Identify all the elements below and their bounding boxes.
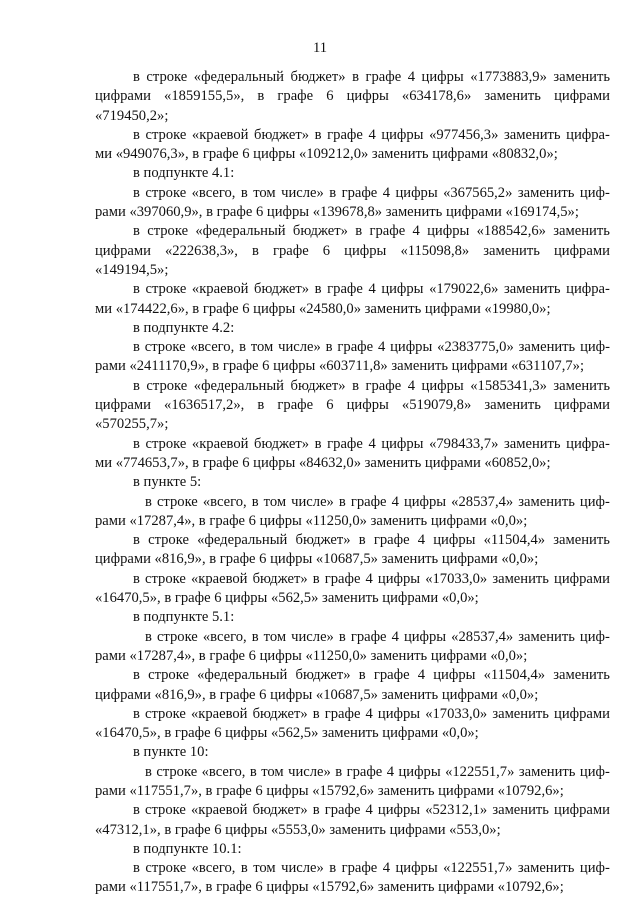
text-line: рами «117551,7», в графе 6 цифры «15792,6» заменить цифрами «10792,6»; [95,879,564,896]
section-heading-line: в пункте 5: [133,474,202,491]
text-line: в строке «всего, в том числе» в графе 4 цифры «28537,4» заменить циф- [145,493,610,510]
text-line: «16470,5», в графе 6 цифры «562,5» заменить цифрами «0,0»; [95,590,479,607]
text-line: в строке «краевой бюджет» в графе 4 цифры «179022,6» заменить цифра- [133,281,610,298]
text-line: «16470,5», в графе 6 цифры «562,5» заменить цифрами «0,0»; [95,725,479,742]
text-line: в строке «федеральный бюджет» в графе 4 цифры «1773883,9» заменить [133,69,610,85]
document-body [95,68,610,898]
text-line: ми «949076,3», в графе 6 цифры «109212,0» заменить цифрами «80832,0»; [95,146,558,163]
section-heading-line: в подпункте 10.1: [133,840,242,857]
text-line: в строке «федеральный бюджет» в графе 4 цифры «11504,4» заменить [133,532,610,549]
text-line: в строке «краевой бюджет» в графе 4 цифры «17033,0» заменить цифрами [133,570,610,587]
text-line: в строке «всего, в том числе» в графе 4 цифры «2383775,0» заменить циф- [133,339,610,356]
text-line: цифрами «816,9», в графе 6 цифры «10687,5» заменить цифрами «0,0»; [95,551,539,568]
text-line: рами «2411170,9», в графе 6 цифры «603711,8» заменить цифрами «631107,7»; [95,358,585,375]
text-line: в строке «федеральный бюджет» в графе 4 цифры «188542,6» заменить [133,223,610,240]
text-line: «47312,1», в графе 6 цифры «5553,0» заменить цифрами «553,0»; [95,821,501,838]
text-line: в строке «краевой бюджет» в графе 4 цифры «798433,7» заменить цифра- [133,435,610,452]
text-line: цифрами «1636517,2», в графе 6 цифры «519079,8» заменить цифрами [95,397,610,414]
section-heading-line: в подпункте 4.2: [133,319,235,336]
text-line: «719450,2»; [95,107,169,124]
text-line: цифрами «222638,3», в графе 6 цифры «115098,8» заменить цифрами [95,242,610,259]
section-heading-line: в подпункте 5.1: [133,609,235,626]
page-number: 11 [312,40,328,56]
section-heading-line: в подпункте 4.1: [133,165,235,182]
text-line: цифрами «816,9», в графе 6 цифры «10687,5» заменить цифрами «0,0»; [95,686,539,703]
section-heading-line: в пункте 10: [133,744,209,761]
text-line: в строке «краевой бюджет» в графе 4 цифры «52312,1» заменить цифрами [133,802,610,819]
text-line: ми «174422,6», в графе 6 цифры «24580,0» заменить цифрами «19980,0»; [95,300,551,317]
text-line: в строке «всего, в том числе» в графе 4 цифры «28537,4» заменить циф- [145,628,610,645]
text-line: в строке «краевой бюджет» в графе 4 цифры «17033,0» заменить цифрами [133,705,610,722]
text-line: в строке «краевой бюджет» в графе 4 цифры «977456,3» заменить цифра- [133,126,610,143]
text-line: «570255,7»; [95,416,169,433]
text-line: в строке «всего, в том числе» в графе 4 цифры «122551,7» заменить циф- [133,860,610,877]
text-line: цифрами «1859155,5», в графе 6 цифры «634178,6» заменить цифрами [95,88,610,105]
text-line: рами «117551,7», в графе 6 цифры «15792,6» заменить цифрами «10792,6»; [95,782,564,799]
text-line: рами «17287,4», в графе 6 цифры «11250,0» заменить цифрами «0,0»; [95,647,528,664]
text-line: в строке «федеральный бюджет» в графе 4 цифры «1585341,3» заменить [133,377,610,394]
text-line: «149194,5»; [95,261,169,278]
text-line: в строке «всего, в том числе» в графе 4 цифры «367565,2» заменить циф- [133,184,610,201]
text-line: в строке «всего, в том числе» в графе 4 цифры «122551,7» заменить циф- [145,763,610,780]
text-line: ми «774653,7», в графе 6 цифры «84632,0» заменить цифрами «60852,0»; [95,454,551,471]
text-line: в строке «федеральный бюджет» в графе 4 цифры «11504,4» заменить [133,667,610,684]
text-line: рами «17287,4», в графе 6 цифры «11250,0» заменить цифрами «0,0»; [95,512,528,529]
text-line: рами «397060,9», в графе 6 цифры «139678,8» заменить цифрами «169174,5»; [95,204,579,221]
